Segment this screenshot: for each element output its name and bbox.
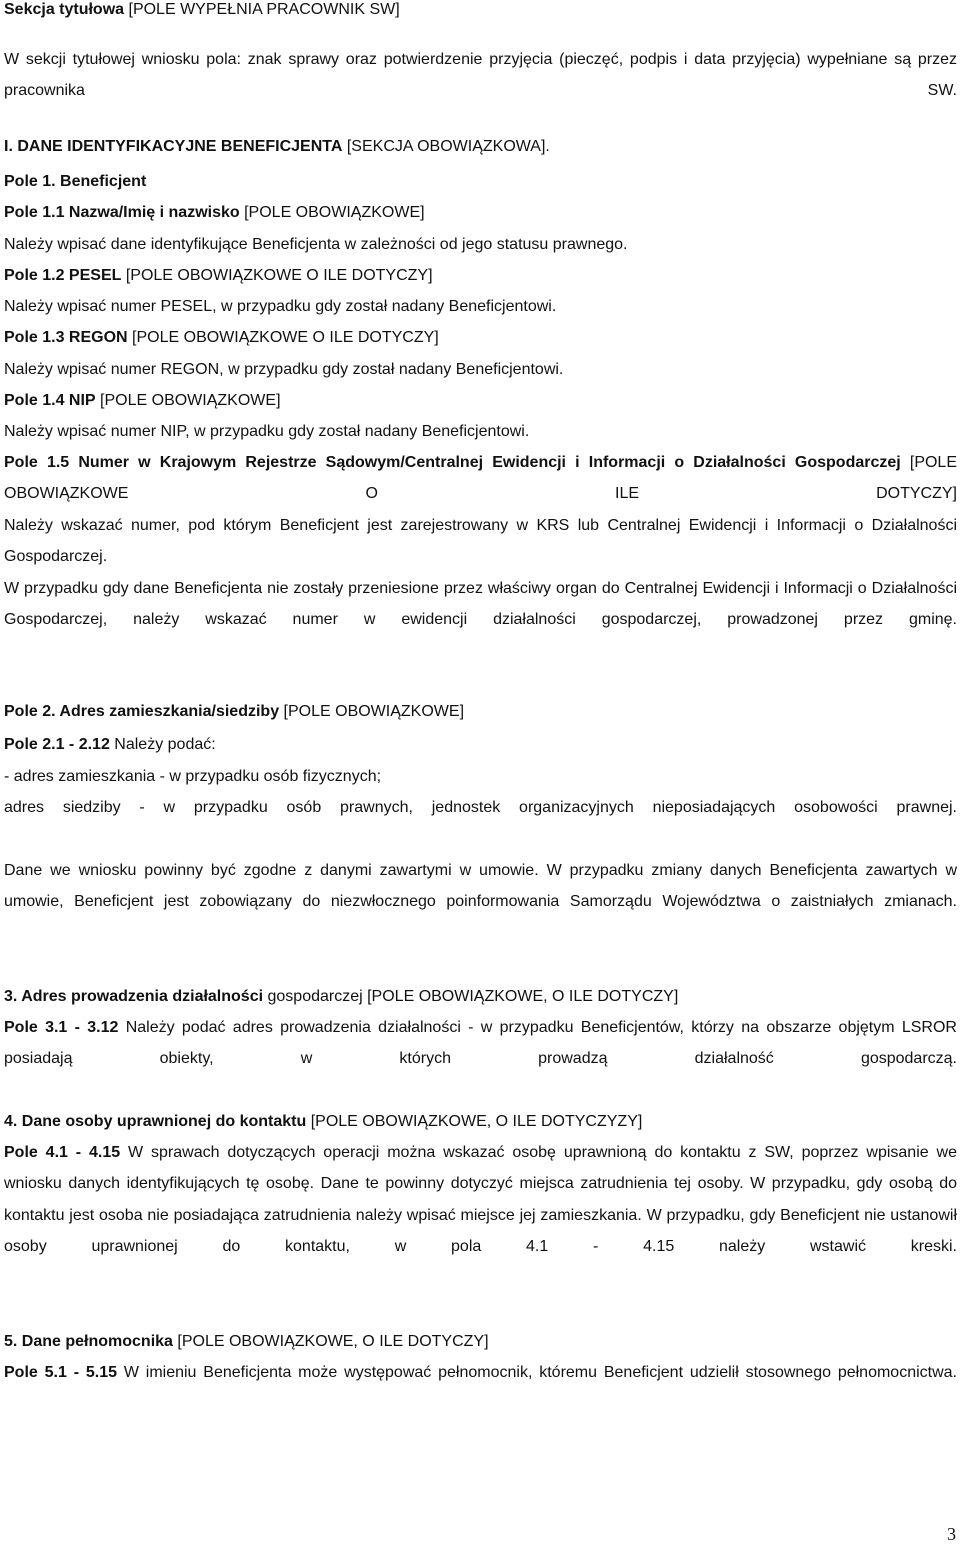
pole-1-4-text: Należy wpisać numer NIP, w przypadku gdy został nadany Beneficjentowi. [4, 423, 530, 440]
pole-2-1-line-1: - adres zamieszkania - w przypadku osób fizycznych; [4, 768, 382, 785]
heading-rest: gospodarczej [POLE OBOWIĄZKOWE, O ILE DOTYCZY] [263, 988, 679, 1005]
pole-1-1-heading [4, 197, 957, 228]
heading-bold: Pole 2.1 - 2.12 [4, 736, 110, 753]
pole-1-5-text-2: W przypadku gdy dane Beneficjenta nie zostały przeniesione przez właściwy organ do Centralnej Ewidencji i Informacji o Działalności Gospodarczej, należy wskazać numer w ewidencji działalności gospodarczej, prowadzonej przez gminę. [4, 580, 957, 629]
paragraph-rest: W imieniu Beneficjenta może występować pełnomocnik, któremu Beneficjent udzielił stosownego pełnomocnictwa. [117, 1364, 957, 1381]
heading-bold: Pole 1.2 PESEL [4, 267, 122, 284]
heading-bold: Pole 1.1 Nazwa/Imię i nazwisko [4, 204, 240, 221]
heading-bold: Pole 1.5 Numer w Krajowym Rejestrze Sądowym/Centralnej Ewidencji i Informacji o Działalności Gospodarczej [4, 454, 901, 471]
heading-bold: 3. Adres prowadzenia działalności [4, 988, 264, 1005]
heading-rest: [POLE OBOWIĄZKOWE O ILE DOTYCZY] [121, 267, 433, 284]
heading-rest: [SEKCJA OBOWIĄZKOWA]. [342, 138, 550, 155]
heading-bold: Pole 1.4 NIP [4, 392, 96, 409]
pole-5-heading [4, 1326, 957, 1357]
pole-1-2-heading [4, 260, 957, 291]
paragraph-rest: W sprawach dotyczących operacji można wskazać osobę uprawnioną do kontaktu z SW, poprzez wpisanie we wniosku danych identyfikujących tę osobę. Dane te powinny dotyczyć miejsca zatrudnienia tej osoby. W przypadku, gdy osobą do kontaktu jest osoba nie posiadająca zatrudnienia należy wpisać miejsce jej zamieszkania. W przypadku, gdy Beneficjent nie ustanowił osoby uprawnionej do kontaktu, w pola 4.1 - 4.15 należy wstawić kreski. [4, 1144, 957, 1255]
heading-rest: [POLE OBOWIĄZKOWE O ILE DOTYCZY] [127, 329, 439, 346]
heading-bold: Sekcja tytułowa [4, 1, 125, 18]
pole-1-2-text: Należy wpisać numer PESEL, w przypadku gdy został nadany Beneficjentowi. [4, 298, 557, 315]
heading-bold: 4. Dane osoby uprawnionej do kontaktu [4, 1113, 307, 1130]
pole-1-heading [4, 166, 957, 197]
section-i-heading [4, 131, 957, 162]
heading-bold: Pole 3.1 - 3.12 [4, 1019, 119, 1036]
pole-5-1-text [4, 1357, 957, 1420]
heading-bold: 5. Dane pełnomocnika [4, 1333, 173, 1350]
heading-rest: [POLE OBOWIĄZKOWE] [279, 703, 465, 720]
pole-1-1-text: Należy wpisać dane identyfikujące Beneficjenta w zależności od jego statusu prawnego. [4, 236, 628, 253]
heading-bold: Pole 2. Adres zamieszkania/siedziby [4, 703, 280, 720]
page-number: 3 [947, 1524, 956, 1544]
pole-3-1-text [4, 1012, 957, 1106]
heading-bold: Pole 4.1 - 4.15 [4, 1144, 121, 1161]
pole-1-5-text-1: Należy wskazać numer, pod którym Beneficjent jest zarejestrowany w KRS lub Centralnej Ewidencji i Informacji o Działalności Gospodarczej. [4, 517, 957, 566]
pole-3-heading [4, 981, 957, 1012]
pole-2-1-heading [4, 729, 957, 760]
heading-rest: [POLE OBOWIĄZKOWE O ILE DOTYCZY] [4, 454, 958, 503]
heading-bold: Pole 1. Beneficjent [4, 173, 147, 190]
heading-rest: [POLE OBOWIĄZKOWE, O ILE DOTYCZYZY] [306, 1113, 643, 1130]
pole-1-3-heading [4, 322, 957, 353]
pole-1-4-heading [4, 385, 957, 416]
heading-rest: [POLE OBOWIĄZKOWE, O ILE DOTYCZY] [172, 1333, 489, 1350]
heading-rest: [POLE OBOWIĄZKOWE] [239, 204, 425, 221]
pole-4-1-text [4, 1137, 957, 1293]
section-title-text: W sekcji tytułowej wniosku pola: znak sprawy oraz potwierdzenie przyjęcia (pieczęć, podpis i data przyjęcia) wypełniane są przez pracownika SW. [4, 51, 957, 100]
heading-rest: Należy podać: [109, 736, 216, 753]
pole-4-heading [4, 1106, 957, 1137]
pole-1-3-text: Należy wpisać numer REGON, w przypadku gdy został nadany Beneficjentowi. [4, 361, 564, 378]
heading-rest: [POLE WYPEŁNIA PRACOWNIK SW] [124, 1, 400, 18]
heading-rest: [POLE OBOWIĄZKOWE] [95, 392, 281, 409]
pole-2-heading [4, 696, 957, 727]
section-title-heading [4, 0, 957, 25]
paragraph-rest: Należy podać adres prowadzenia działalności - w przypadku Beneficjentów, którzy na obszarze objętym LSROR posiadają obiekty, w których prowadzą działalność gospodarczą. [4, 1019, 957, 1068]
pole-2-1-line-2: adres siedziby - w przypadku osób prawnych, jednostek organizacyjnych nieposiadających osobowości prawnej. [4, 799, 957, 816]
heading-bold: I. DANE IDENTYFIKACYJNE BENEFICJENTA [4, 138, 343, 155]
pole-2-1-line-3: Dane we wniosku powinny być zgodne z danymi zawartymi w umowie. W przypadku zmiany danych Beneficjenta zawartych w umowie, Beneficjent jest zobowiązany do niezwłocznego poinformowania Samorządu Województwa o zaistniałych zmianach. [4, 862, 957, 911]
heading-bold: Pole 1.3 REGON [4, 329, 128, 346]
heading-bold: Pole 5.1 - 5.15 [4, 1364, 117, 1381]
